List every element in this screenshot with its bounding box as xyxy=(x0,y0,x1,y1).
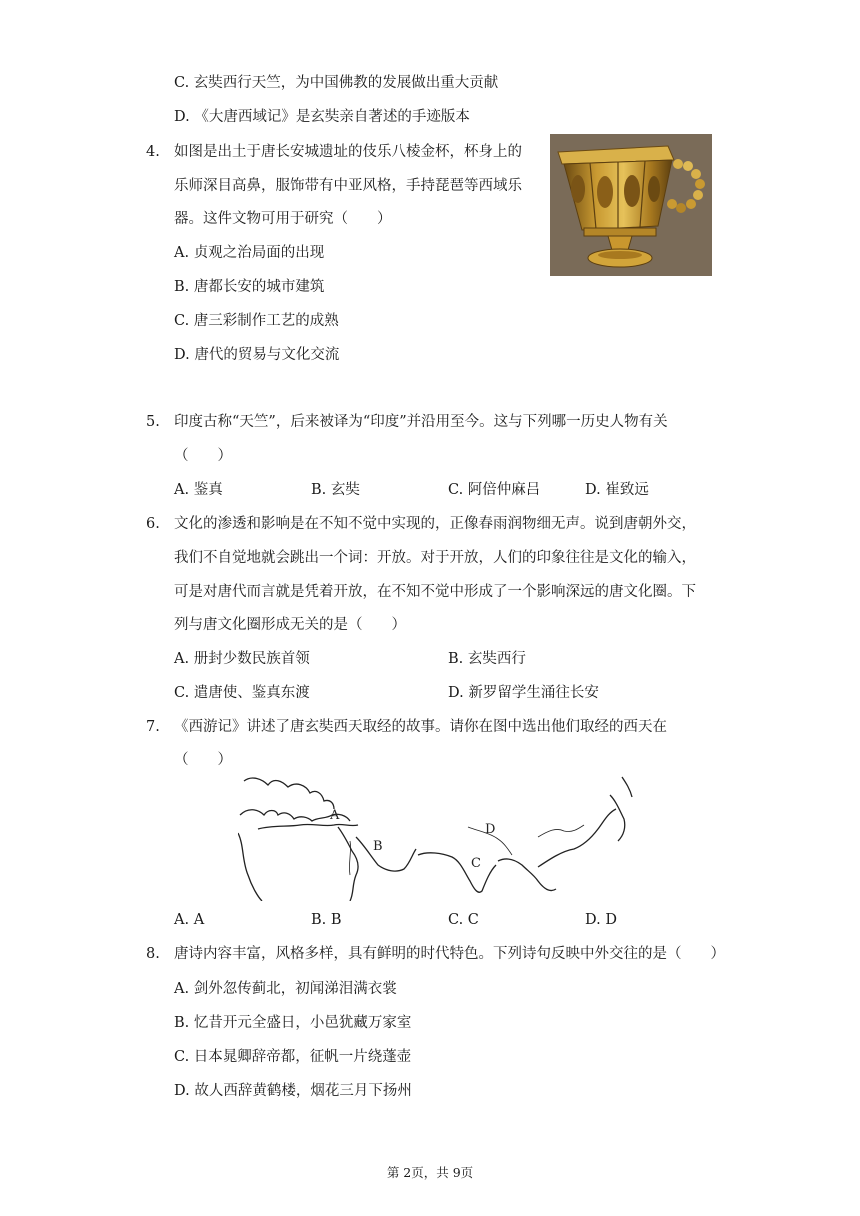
q8-option-a: A. 剑外忽传蓟北，初闻涕泪满衣裳 xyxy=(174,981,397,997)
q7-number: 7. xyxy=(146,719,160,735)
q6-stem-line3: 可是对唐代而言就是凭着开放，在不知不觉中形成了一个影响深远的唐文化圈。下 xyxy=(174,584,696,600)
q4-option-c: C. 唐三彩制作工艺的成熟 xyxy=(174,313,339,329)
q4-option-b: B. 唐都长安的城市建筑 xyxy=(174,279,325,295)
q8-option-d: D. 故人西辞黄鹤楼，烟花三月下扬州 xyxy=(174,1083,412,1099)
q8-number: 8. xyxy=(146,946,160,962)
q6-number: 6. xyxy=(146,516,160,532)
map-label-a: A xyxy=(330,808,340,823)
map-label-b: B xyxy=(373,839,383,854)
q8-option-c: C. 日本晁卿辞帝都，征帆一片绕蓬壶 xyxy=(174,1049,412,1065)
q5-option-d: D. 崔致远 xyxy=(585,482,649,498)
q3-option-c: C. 玄奘西行天竺，为中国佛教的发展做出重大贡献 xyxy=(174,75,499,91)
q6-option-d: D. 新罗留学生涌往长安 xyxy=(448,685,599,701)
q7-option-c: C. C xyxy=(448,912,479,928)
q5-option-b: B. 玄奘 xyxy=(311,482,360,498)
q4-option-a: A. 贞观之治局面的出现 xyxy=(174,245,325,261)
q7-stem-line1: 《西游记》讲述了唐玄奘西天取经的故事。请你在图中选出他们取经的西天在 xyxy=(174,719,667,735)
q7-option-d: D. D xyxy=(585,912,617,928)
q8-stem-line1: 唐诗内容丰富，风格多样，具有鲜明的时代特色。下列诗句反映中外交往的是（ ） xyxy=(174,946,725,962)
q7-option-b: B. B xyxy=(311,912,342,928)
q5-number: 5. xyxy=(146,414,160,430)
q6-stem-line4: 列与唐文化圈形成无关的是（ ） xyxy=(174,617,406,633)
map-label-c: C xyxy=(471,856,481,871)
q6-stem-line1: 文化的渗透和影响是在不知不觉中实现的，正像春雨润物细无声。说到唐朝外交， xyxy=(174,516,696,532)
map-label-d: D xyxy=(485,822,496,837)
q6-stem-line2: 我们不自觉地就会跳出一个词：开放。对于开放，人们的印象往往是文化的输入， xyxy=(174,550,696,566)
q6-option-b: B. 玄奘西行 xyxy=(448,651,526,667)
q4-stem-line1: 如图是出土于唐长安城遗址的伎乐八棱金杯，杯身上的 xyxy=(174,144,522,160)
q5-option-a: A. 鉴真 xyxy=(174,482,223,498)
q8-option-b: B. 忆昔开元全盛日，小邑犹藏万家室 xyxy=(174,1015,412,1031)
q4-stem-line2: 乐师深目高鼻，服饰带有中亚风格，手持琵琶等西域乐 xyxy=(174,178,522,194)
q3-option-d: D. 《大唐西域记》是玄奘亲自著述的手迹版本 xyxy=(174,109,470,125)
q7-option-a: A. A xyxy=(174,912,205,928)
q5-option-c: C. 阿倍仲麻吕 xyxy=(448,482,541,498)
q4-stem-line3: 器。这件文物可用于研究（ ） xyxy=(174,211,392,227)
gold-cup-photo xyxy=(550,134,712,276)
q6-option-a: A. 册封少数民族首领 xyxy=(174,651,310,667)
q5-stem-line1: 印度古称“天竺”，后来被译为“印度”并沿用至今。这与下列哪一历史人物有关 xyxy=(174,414,668,430)
eurasia-map xyxy=(238,771,638,901)
page-footer: 第 2页，共 9页 xyxy=(386,1165,474,1180)
q4-number: 4. xyxy=(146,144,160,160)
q4-option-d: D. 唐代的贸易与文化交流 xyxy=(174,347,340,363)
q7-stem-line2: （ ） xyxy=(174,752,232,768)
q6-option-c: C. 遣唐使、鉴真东渡 xyxy=(174,685,310,701)
q5-stem-line2: （ ） xyxy=(174,448,232,464)
